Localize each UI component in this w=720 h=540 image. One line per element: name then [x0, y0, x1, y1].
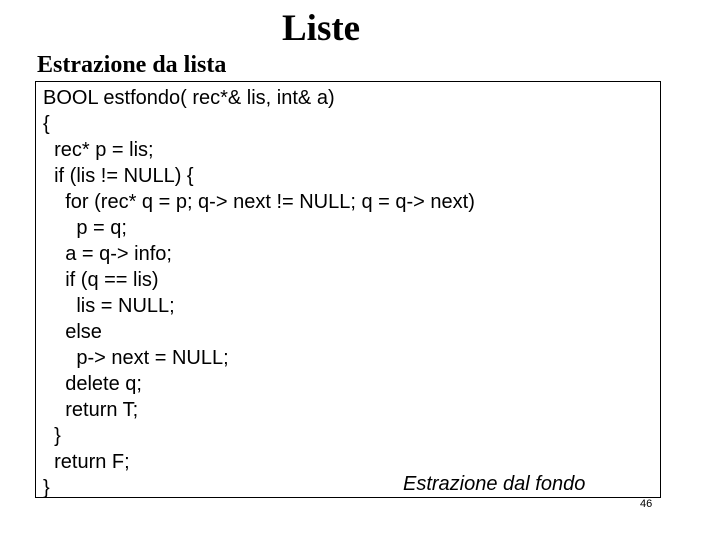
- code-line: lis = NULL;: [43, 295, 175, 317]
- code-line: delete q;: [43, 373, 142, 395]
- section-subtitle: Estrazione da lista: [37, 52, 227, 78]
- code-line: }: [43, 425, 61, 447]
- code-line: p-> next = NULL;: [43, 347, 229, 369]
- code-line: a = q-> info;: [43, 243, 172, 265]
- code-line: }: [43, 477, 50, 499]
- code-listing: [43, 85, 475, 501]
- code-line: BOOL estfondo( rec*& lis, int& a): [43, 87, 335, 109]
- page-number: 46: [640, 498, 653, 510]
- code-line: for (rec* q = p; q-> next != NULL; q = q-> next): [43, 191, 475, 213]
- code-line: return T;: [43, 399, 139, 421]
- code-line: {: [43, 113, 50, 135]
- code-line: else: [43, 321, 102, 343]
- code-caption: Estrazione dal fondo: [403, 473, 586, 495]
- code-line: if (q == lis): [43, 269, 159, 291]
- code-line: if (lis != NULL) {: [43, 165, 194, 187]
- code-line: rec* p = lis;: [43, 139, 154, 161]
- code-line: return F;: [43, 451, 130, 473]
- slide-title: Liste: [282, 8, 361, 49]
- code-box: [35, 81, 661, 498]
- code-line: p = q;: [43, 217, 127, 239]
